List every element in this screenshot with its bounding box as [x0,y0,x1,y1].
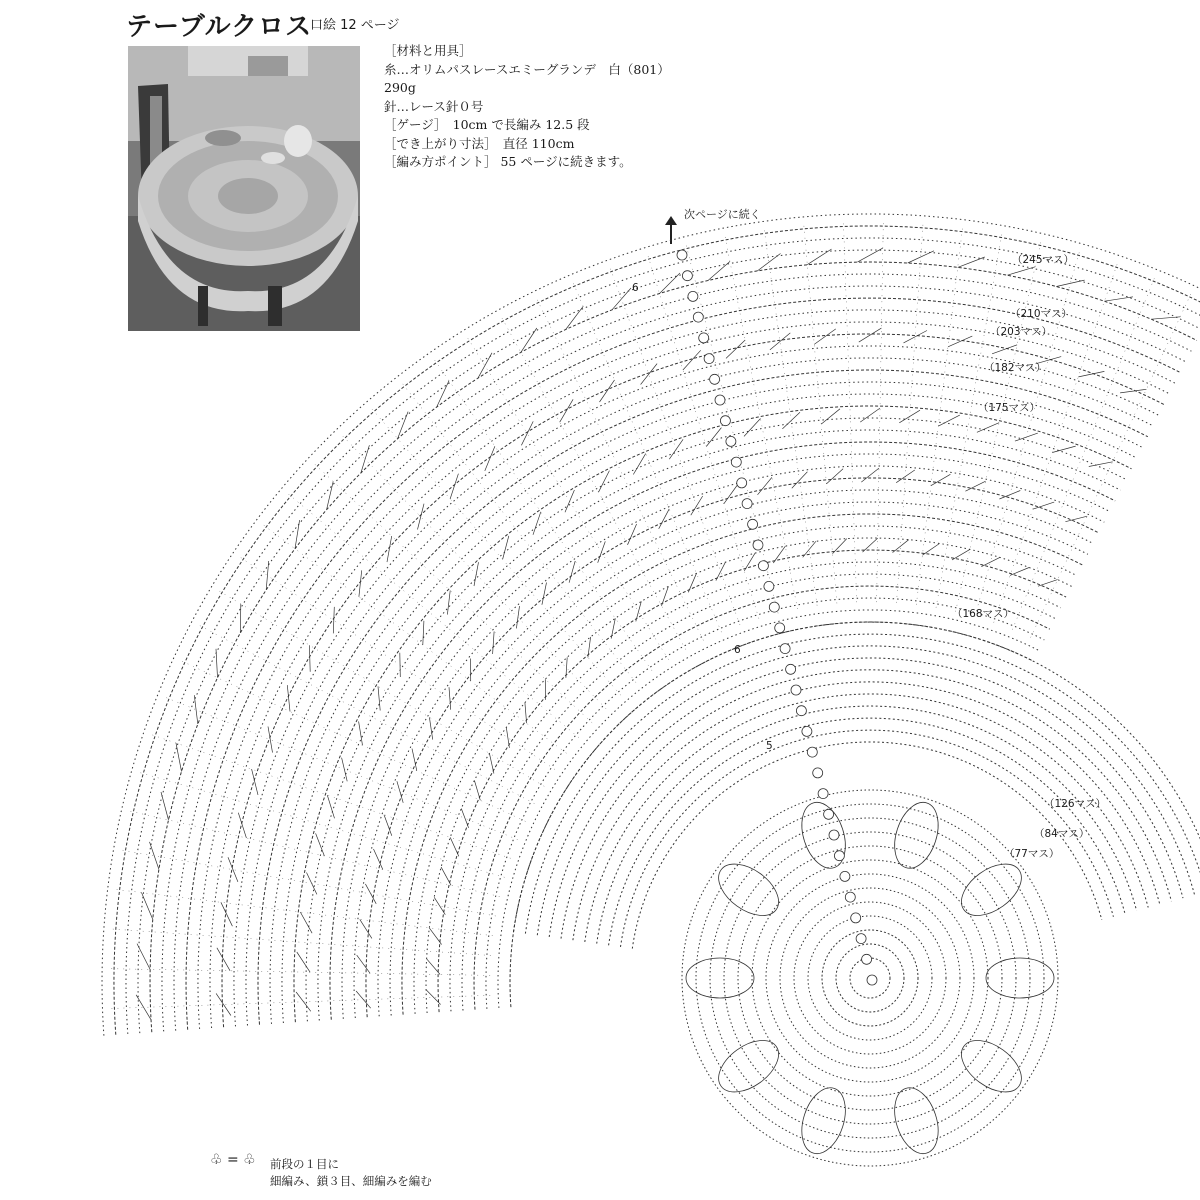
round-marker [786,664,796,674]
stitch-line [139,773,504,878]
petal-shape [794,1082,853,1159]
stitch-line [956,242,1042,612]
round-marker [710,374,720,384]
round-marker [818,789,828,799]
round-marker [688,291,698,301]
stitch-line [288,494,579,738]
stitch-line [686,245,778,614]
row-arc [414,526,1077,1014]
row-arc [402,514,1083,1015]
stitch-line [181,661,525,822]
stitch-count-210: （210マス） [1010,308,1073,320]
stitch-line [502,317,686,649]
petal-shape [709,854,788,926]
stitch-count-77: （77マス） [1004,848,1060,860]
round-marker [845,892,855,902]
petal-shape [887,1082,946,1159]
row-arc [510,622,1033,1007]
stitch-line [434,359,652,670]
stitch-line [263,525,567,754]
materials-heading: ［材料と用具］ [384,43,472,58]
row-arc [162,274,1191,1031]
materials-weight: 290g [384,80,416,95]
round-marker [796,706,806,716]
round-marker [813,768,823,778]
round-marker [699,333,709,343]
page-title: テーブルクロス [126,12,313,42]
stitch-line [130,811,500,897]
round-marker [840,871,850,881]
legend-description [270,1156,432,1190]
legend-symbol: ♧ = ♧ [210,1152,256,1168]
round-marker [780,644,790,654]
scallop-row [356,468,1090,1008]
petal-shape [952,854,1031,926]
stitch-line [877,222,884,602]
row-arc [294,406,1132,1022]
stitch-line [151,735,510,859]
legend-line-2: 細編み、鎖３目、細編みを編む [270,1174,432,1188]
round-marker [807,747,817,757]
continue-label: 次ページに続く [684,208,761,221]
row-arc [498,610,1039,1008]
round-marker [758,561,768,571]
row-arc [450,562,1061,1011]
stitch-line [110,969,490,976]
row-arc [114,226,1200,1035]
stitch-line [725,236,798,609]
row-arc [246,358,1153,1026]
row-arc [354,466,1107,1018]
row-arc [174,286,1186,1031]
row-arc [330,442,1115,1020]
row-arc [366,478,1099,1017]
round-marker [753,540,763,550]
row-arc [525,634,1200,933]
round-marker [829,830,839,840]
stitch-count-245: （245マス） [1012,254,1075,266]
row-arc [514,622,1200,932]
round-marker [720,416,730,426]
row-arc [318,430,1121,1020]
stitch-count-126: （126マス） [1044,798,1107,810]
round-marker [851,913,861,923]
row-arc [597,706,1137,944]
petal-shape [952,1030,1031,1102]
round-markers [677,250,877,985]
round-marker [726,436,736,446]
stitch-line [804,225,837,604]
row-arc [270,382,1142,1024]
stitch-count-84: （84マス） [1034,828,1090,840]
row-arc [585,694,1148,942]
round-marker [682,271,692,281]
petal-shape [686,958,754,998]
section-number: 6 [734,644,741,656]
row-arc [150,262,1197,1032]
stitch-line [1031,293,1192,637]
section-number: 5 [766,740,773,752]
round-marker [748,519,758,529]
legend-line-1: 前段の１目に [270,1157,339,1171]
stitch-line [116,889,493,935]
stitch-line [219,591,545,787]
round-marker [791,685,801,695]
stitch-line [936,234,1002,608]
row-arc [573,682,1160,940]
page-reference: 口絵 12 ページ [310,18,400,33]
round-marker [867,975,877,985]
petal-shape [887,797,946,874]
materials-point: ［編み方ポイント］ 55 ページに続きます。 [384,154,632,169]
materials-hook: 針…レース針０号 [384,98,484,114]
round-marker [856,934,866,944]
round-marker [862,954,872,964]
row-arc [390,502,1088,1015]
round-marker [737,478,747,488]
round-marker [731,457,741,467]
row-arc [474,586,1050,1010]
round-marker [704,354,714,364]
petal-shape [709,1030,788,1102]
scallop-row [216,328,1146,1015]
scallop-row [296,408,1113,1011]
stitch-line [537,299,704,641]
stitch-line [199,625,535,803]
materials-gauge: ［ゲージ］ 10cm で長編み 12.5 段 [384,117,590,132]
row-arc [126,238,1200,1034]
round-marker [769,602,779,612]
row-arc [486,598,1044,1009]
row-arc [537,646,1194,935]
round-marker [802,726,812,736]
stitch-line [844,223,857,603]
stitch-count-182: （182マス） [984,362,1047,374]
round-marker [834,851,844,861]
materials-size: ［でき上がり寸法］ 直径 110cm [384,135,575,151]
round-marker [715,395,725,405]
petal-shape [794,797,853,874]
round-marker [742,499,752,509]
stitch-count-168: （168マス） [952,608,1015,620]
section-number: 6 [632,282,639,294]
stitch-count-175: （175マス） [978,402,1041,414]
row-arc [198,310,1175,1029]
stitch-count-203: （203マス） [990,326,1053,338]
round-marker [693,312,703,322]
round-marker [824,809,834,819]
row-arc [378,490,1093,1016]
row-arc [234,346,1159,1026]
round-marker [775,623,785,633]
stitch-line [112,929,491,956]
materials-yarn: 糸…オリムパスレースエミーグランデ 白（801） [384,61,670,77]
stitch-line [648,255,759,618]
stitch-line [916,228,962,605]
row-arc [282,394,1137,1023]
round-marker [677,250,687,260]
stitch-line [371,408,620,695]
round-marker [764,581,774,591]
